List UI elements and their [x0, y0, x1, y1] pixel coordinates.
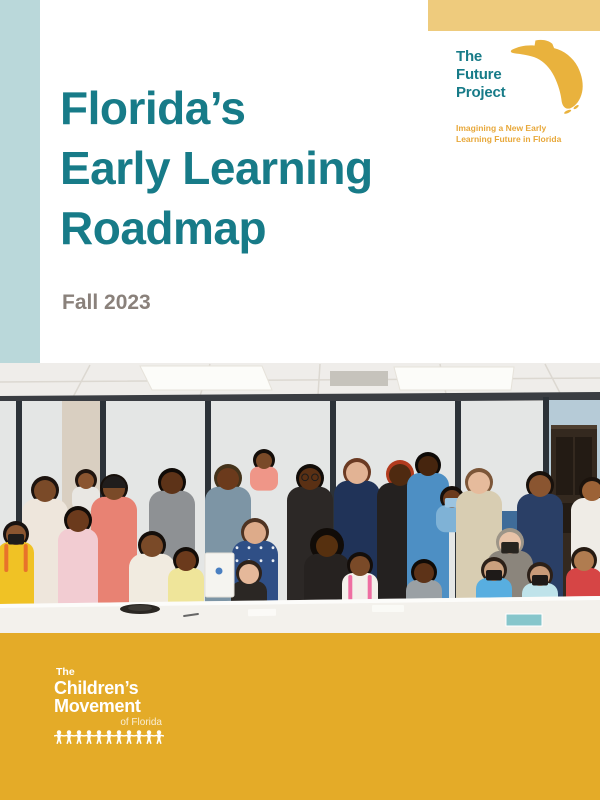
cm-logo-childrens: Children’s — [54, 678, 139, 698]
left-accent-stripe — [0, 0, 40, 363]
fp-tagline-line-2: Learning Future in Florida — [456, 134, 562, 144]
table-box-item — [205, 553, 234, 597]
childrens-movement-logo — [54, 664, 166, 750]
paper-doll-chain-icon — [54, 730, 164, 744]
title-line-3: Roadmap — [60, 202, 267, 254]
fp-logo-line-2: Future — [456, 66, 502, 83]
cm-logo-the: The — [56, 666, 75, 678]
cm-logo-of-florida: of Florida — [120, 717, 162, 728]
top-accent-bar — [428, 0, 600, 31]
title-line-1: Florida’s — [60, 82, 246, 134]
florida-state-icon — [506, 38, 592, 116]
future-project-tagline — [456, 123, 596, 145]
group-photo-illustration — [0, 363, 600, 633]
page-title — [60, 78, 373, 258]
title-line-2: Early Learning — [60, 142, 373, 194]
footer-band — [0, 633, 600, 800]
fp-logo-line-3: Project — [456, 84, 506, 101]
future-project-logo — [456, 38, 596, 145]
edition-date: Fall 2023 — [62, 291, 151, 314]
cm-logo-movement: Movement — [54, 696, 141, 716]
group-photo — [0, 363, 600, 633]
fp-tagline-line-1: Imagining a New Early — [456, 123, 547, 133]
person-figure — [250, 449, 278, 491]
fp-logo-line-1: The — [456, 48, 483, 65]
future-project-logo-name — [456, 38, 505, 102]
